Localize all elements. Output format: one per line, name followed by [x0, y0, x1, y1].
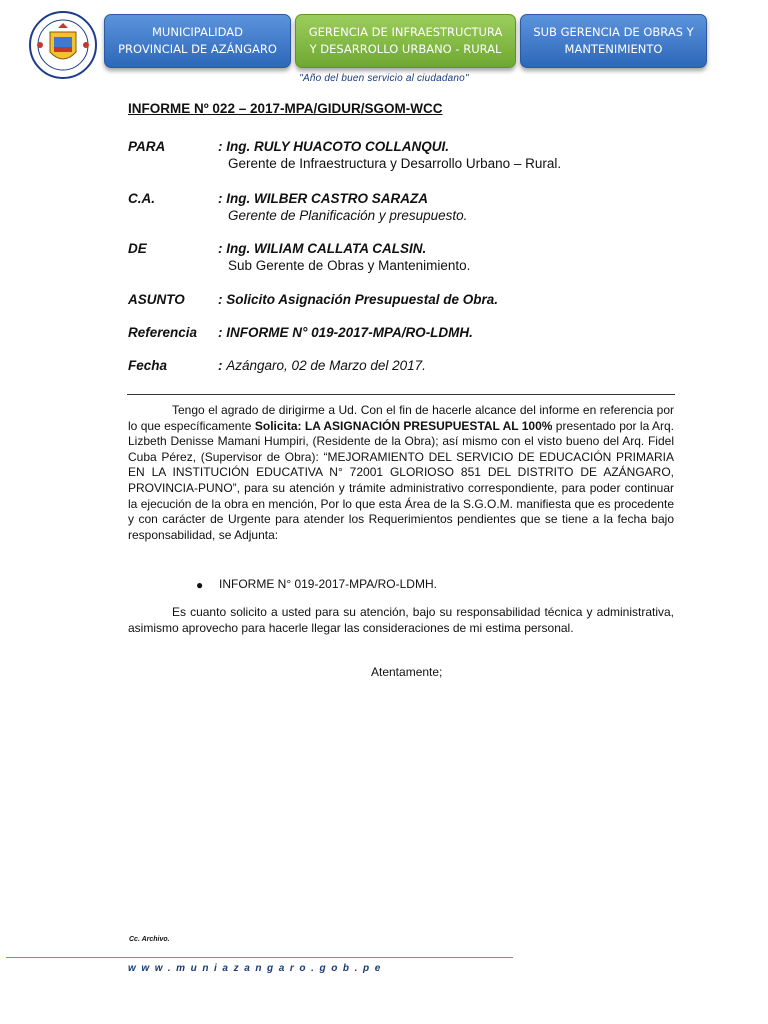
closing: Atentamente;: [371, 665, 443, 679]
field-referencia-label: Referencia: [128, 325, 198, 340]
cc-archivo: Cc. Archivo.: [129, 936, 170, 943]
header-box3-line1: SUB GERENCIA DE OBRAS Y: [533, 25, 694, 39]
body-paragraph-2: Es cuanto solicito a usted para su atención, bajo su responsabilidad técnica y administrativa, asimismo aprovecho para hacerle llegar las consideraciones de mi estima personal.: [128, 605, 674, 635]
field-fecha-value: [218, 358, 426, 373]
field-asunto-label: ASUNTO: [128, 292, 185, 307]
field-ca-sub: Gerente de Planificación y presupuesto.: [228, 208, 468, 223]
body1-request: Solicita: LA ASIGNACIÓN PRESUPUESTAL AL 100%: [254, 418, 553, 433]
field-de-value: : Ing. WILIAM CALLATA CALSIN.: [218, 241, 427, 256]
field-ca-value: : Ing. WILBER CASTRO SARAZA: [218, 191, 428, 206]
body1-text-a: Tengo el agrado de dirigirme a Ud. Con el fin de hacerle alcance del informe en referencia por lo que específicamente: [128, 403, 674, 433]
bullet-dot-icon: ●: [196, 578, 204, 592]
attachment-item: INFORME N° 019-2017-MPA/RO-LDMH.: [219, 577, 437, 591]
header-box-municipalidad: [104, 14, 291, 68]
body-paragraph-1: [128, 403, 674, 543]
footer-divider: [6, 957, 513, 958]
header-box-gerencia: [295, 14, 516, 68]
field-referencia-value: : INFORME N° 019-2017-MPA/RO-LDMH.: [218, 325, 473, 340]
header-box2-line2: Y DESARROLLO URBANO - RURAL: [309, 42, 502, 56]
header-box1-line1: MUNICIPALIDAD: [152, 25, 243, 39]
document-title: INFORME Nº 022 – 2017-MPA/GIDUR/SGOM-WCC: [128, 101, 443, 116]
field-fecha-colon: :: [218, 358, 223, 373]
field-asunto-value: : Solicito Asignación Presupuestal de Obra.: [218, 292, 499, 307]
footer-website: www.muniazangaro.gob.pe: [128, 963, 386, 974]
header-box3-line2: MANTENIMIENTO: [564, 42, 663, 56]
field-de-sub: Sub Gerente de Obras y Mantenimiento.: [228, 258, 471, 273]
field-para-label: PARA: [128, 139, 166, 154]
field-para-sub: Gerente de Infraestructura y Desarrollo Urbano – Rural.: [228, 156, 562, 171]
motto: "Año del buen servicio al ciudadano": [299, 73, 469, 84]
field-de-label: DE: [128, 241, 147, 256]
header-box2-line1: GERENCIA DE INFRAESTRUCTURA: [308, 25, 503, 39]
header-box-subgerencia: [520, 14, 707, 68]
field-ca-label: C.A.: [128, 191, 155, 206]
header-divider: [127, 394, 675, 395]
field-fecha-date: Azángaro, 02 de Marzo del 2017.: [226, 358, 426, 373]
field-fecha-label: Fecha: [128, 358, 168, 373]
municipal-seal-logo: [28, 10, 98, 80]
header-box1-line2: PROVINCIAL DE AZÁNGARO: [118, 42, 277, 56]
body1-text-b: presentado por la Arq. Lizbeth Denisse Mamani Humpiri, (Residente de la Obra); así mismo con el visto bueno del Arq. Fidel Cuba Pérez, (Supervisor de Obra): “MEJORAMIENTO DEL SERVICIO DE EDUCACIÓN PRIMARIA EN LA INSTITUCIÓN EDUCATIVA N° 72001 GLORIOSO 851 DEL DISTRITO DE AZÁNGARO, PROVINCIA-PUNO”, para su atención y trámite administrativo correspondiente, para poder continuar la ejecución de la obra en mención, Por lo que esta Área de la S.G.O.M. manifiesta que es procedente y con carácter de Urgente para atender los Requerimientos pendientes que se tiene a la fecha bajo responsabilidad, se Adjunta:: [128, 418, 674, 542]
field-para-value: : Ing. RULY HUACOTO COLLANQUI.: [218, 139, 449, 154]
